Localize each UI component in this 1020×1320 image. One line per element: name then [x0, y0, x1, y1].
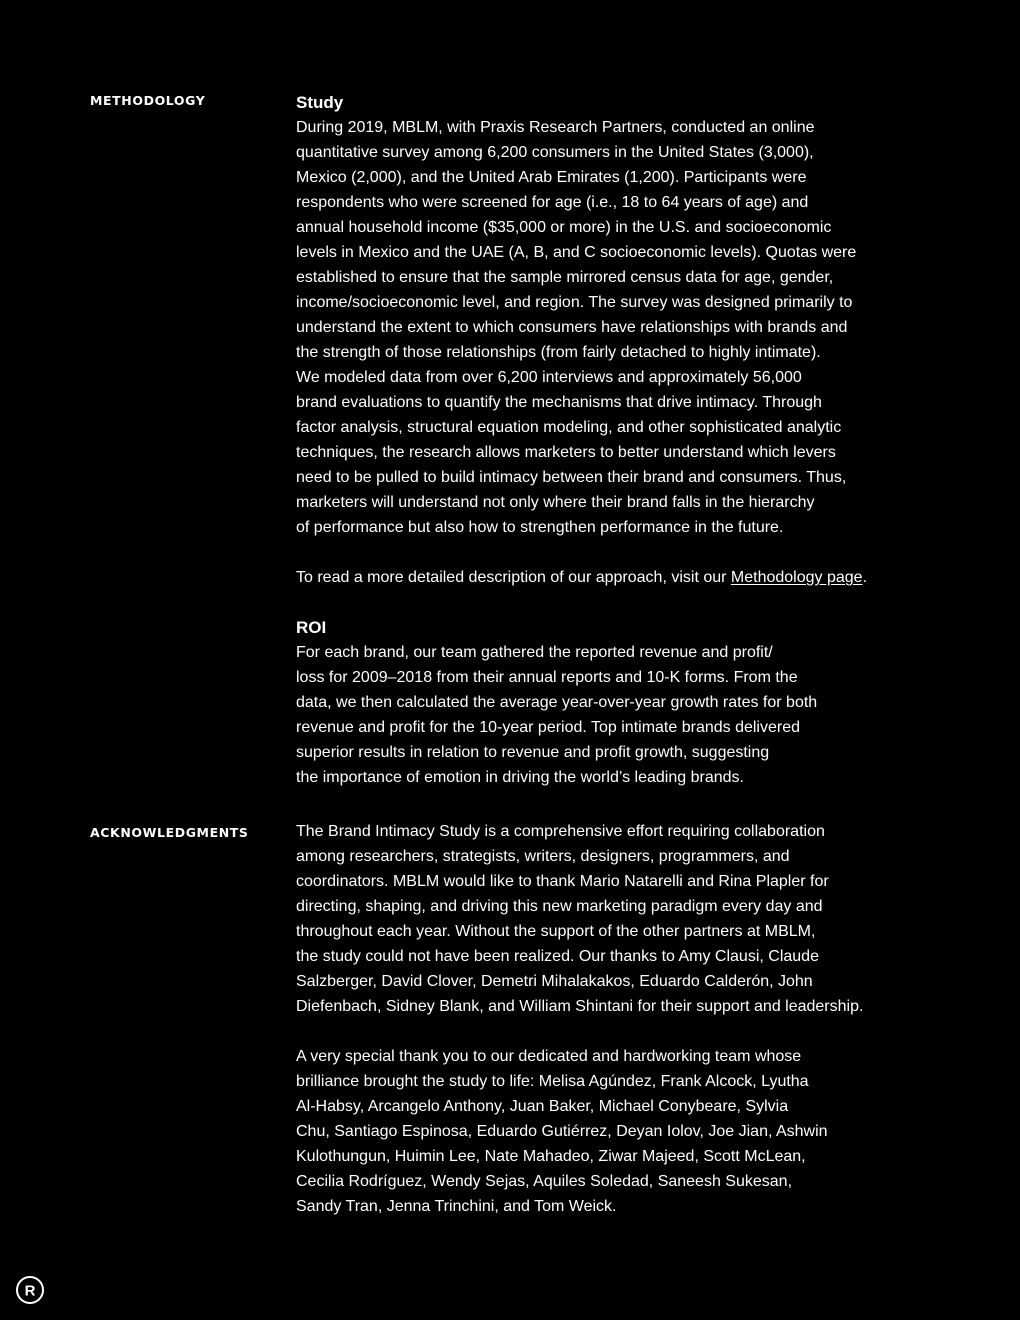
approach-suffix: .	[862, 569, 868, 586]
study-line: established to ensure that the sample mirrored census data for age, gender,	[296, 269, 834, 286]
roi-line: the importance of emotion in driving the world’s leading brands.	[296, 769, 744, 786]
ack-line: throughout each year. Without the support of the other partners at MBLM,	[296, 923, 816, 940]
study-line: factor analysis, structural equation modeling, and other sophisticated analytic	[296, 419, 842, 436]
methodology-page-link[interactable]: Methodology page	[730, 569, 863, 586]
ack-line: Al-Habsy, Arcangelo Anthony, Juan Baker, Michael Conybeare, Sylvia	[296, 1098, 789, 1115]
ack-line: the study could not have been realized. Our thanks to Amy Clausi, Claude	[296, 948, 819, 965]
study-line: annual household income ($35,000 or more) in the U.S. and socioeconomic	[296, 219, 832, 236]
study-line: the strength of those relationships (from fairly detached to highly intimate).	[296, 344, 821, 361]
methodology-label: METHODOLOGY	[90, 93, 206, 108]
study-line: need to be pulled to build intimacy between their brand and consumers. Thus,	[296, 469, 847, 486]
study-paragraph	[296, 115, 936, 540]
study-line: income/socioeconomic level, and region. The survey was designed primarily to	[296, 294, 853, 311]
roi-line: data, we then calculated the average year-over-year growth rates for both	[296, 694, 818, 711]
roi-paragraph	[296, 640, 936, 790]
ack-line: Diefenbach, Sidney Blank, and William Shintani for their support and leadership.	[296, 998, 864, 1015]
approach-prefix: To read a more detailed description of our approach, visit our	[296, 569, 731, 586]
roi-line: loss for 2009–2018 from their annual reports and 10-K forms. From the	[296, 669, 798, 686]
study-line: We modeled data from over 6,200 interviews and approximately 56,000	[296, 369, 802, 386]
ack-line: directing, shaping, and driving this new marketing paradigm every day and	[296, 898, 823, 915]
study-line: understand the extent to which consumers have relationships with brands and	[296, 319, 848, 336]
ack-line: Chu, Santiago Espinosa, Eduardo Gutiérrez, Deyan Iolov, Joe Jian, Ashwin	[296, 1123, 828, 1140]
ack-line: coordinators. MBLM would like to thank Mario Natarelli and Rina Plapler for	[296, 873, 829, 890]
study-line: respondents who were screened for age (i.e., 18 to 64 years of age) and	[296, 194, 809, 211]
ack-line: Sandy Tran, Jenna Trinchini, and Tom Weick.	[296, 1198, 617, 1215]
acknowledgments-body	[296, 819, 936, 1219]
roi-line: For each brand, our team gathered the reported revenue and profit/	[296, 644, 773, 661]
study-line: marketers will understand not only where their brand falls in the hierarchy	[296, 494, 815, 511]
roi-line: revenue and profit for the 10-year period. Top intimate brands delivered	[296, 719, 801, 736]
roi-heading: ROI	[296, 618, 327, 637]
acknowledgments-label: ACKNOWLEDGMENTS	[90, 825, 249, 840]
ack-line: brilliance brought the study to life: Melisa Agúndez, Frank Alcock, Lyutha	[296, 1073, 809, 1090]
study-line: levels in Mexico and the UAE (A, B, and C socioeconomic levels). Quotas were	[296, 244, 857, 261]
roi-line: superior results in relation to revenue and profit growth, suggesting	[296, 744, 770, 761]
ack-line: Cecilia Rodríguez, Wendy Sejas, Aquiles Soledad, Saneesh Sukesan,	[296, 1173, 793, 1190]
study-line: of performance but also how to strengthen performance in the future.	[296, 519, 784, 536]
ack-line: A very special thank you to our dedicated and hardworking team whose	[296, 1048, 802, 1065]
acknowledgments-paragraph-1	[296, 819, 936, 1019]
svg-text:R: R	[24, 1282, 36, 1300]
ack-line: The Brand Intimacy Study is a comprehensive effort requiring collaboration	[296, 823, 825, 840]
ack-line: Kulothungun, Huimin Lee, Nate Mahadeo, Ziwar Majeed, Scott McLean,	[296, 1148, 806, 1165]
study-heading: Study	[296, 93, 344, 112]
ack-line: among researchers, strategists, writers, designers, programmers, and	[296, 848, 790, 865]
study-line: During 2019, MBLM, with Praxis Research Partners, conducted an online	[296, 119, 815, 136]
study-line: techniques, the research allows marketers to better understand which levers	[296, 444, 836, 461]
methodology-body	[296, 90, 936, 790]
study-line: Mexico (2,000), and the United Arab Emirates (1,200). Participants were	[296, 169, 807, 186]
acknowledgments-paragraph-2	[296, 1044, 936, 1219]
study-line: brand evaluations to quantify the mechanisms that drive intimacy. Through	[296, 394, 822, 411]
approach-sentence	[296, 565, 936, 590]
study-line: quantitative survey among 6,200 consumers in the United States (3,000),	[296, 144, 814, 161]
ack-line: Salzberger, David Clover, Demetri Mihalakakos, Eduardo Calderón, John	[296, 973, 813, 990]
registered-mark-icon	[15, 1275, 41, 1301]
